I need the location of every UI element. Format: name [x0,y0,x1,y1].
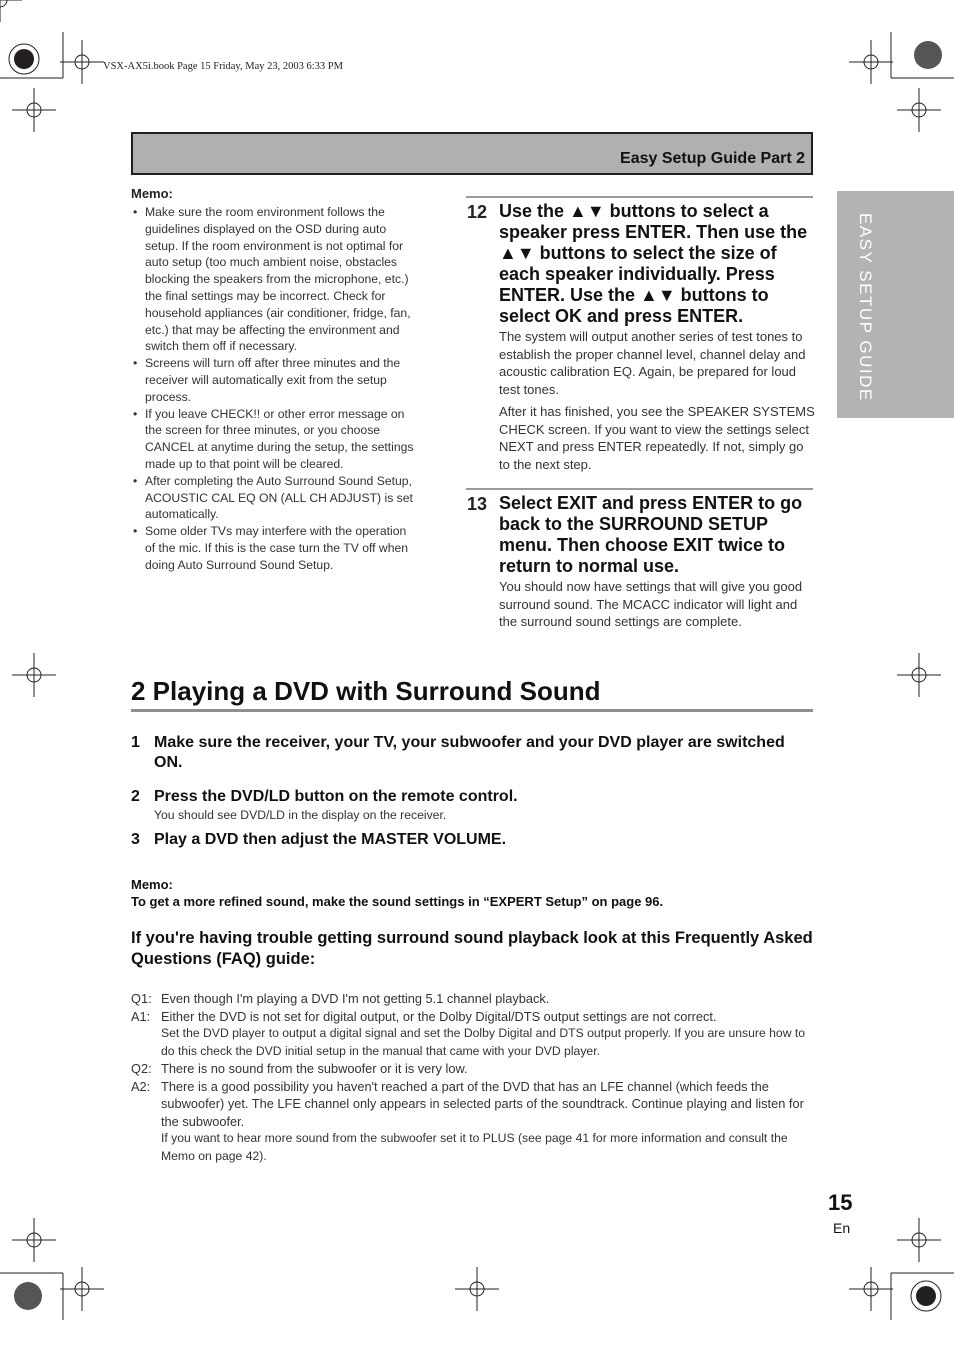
header-band [131,132,813,175]
step12-number: 12 [467,202,488,222]
list-item: • After completing the Auto Surround Sound Setup, ACOUSTIC CAL EQ ON (ALL CH ADJUST) is set automatically. [131,473,419,523]
faq-list [131,990,821,1165]
step12-para1: The system will output another series of test tones to establish the proper channel level, channel delay and acoustic calibration EQ. Again, be prepared for loud test tones. [499,329,806,398]
list-item: • Screens will turn off after three minutes and the receiver will automatically exit from the setup process. [131,355,419,405]
page-number: 15 [828,1190,853,1215]
faq-label: A2: [131,1078,151,1094]
list-item [131,830,811,850]
step-text: Play a DVD then adjust the MASTER VOLUME. [154,831,507,848]
step12-heading: Use the ▲▼ buttons to select a speaker press ENTER. Then use the ▲▼ buttons to select the size of each speaker individually. Press ENTER. Use the ▲▼ buttons to select OK and press ENTER. [499,201,808,326]
print-info-line: VSX-AX5i.book Page 15 Friday, May 23, 2003 6:33 PM [103,61,343,72]
step12-block [499,201,815,474]
faq-item [131,1008,821,1061]
step-number: 1 [131,734,140,751]
list-item: • Make sure the room environment follows the guidelines displayed on the OSD during auto setup. If the room environment is not optimal for auto setup (too much ambient noise, obstacles blocking the speakers from the microphone, etc.) the final settings may be incorrect. Check for household appliances (air conditioner, fridge, fan, etc.) that may be affecting the environment and switch them off if necessary. [131,204,419,355]
faq-text: There is no sound from the subwoofer or it is very low. [161,1061,468,1076]
memo-label: Memo: [131,186,173,201]
side-tab-label: EASY SETUP GUIDE [856,213,875,402]
faq-text: Even though I'm playing a DVD I'm not getting 5.1 channel playback. [161,991,550,1006]
faq-subtext: If you want to hear more sound from the subwoofer set it to PLUS (see page 41 for more information and consult the Memo on page 42). [161,1131,788,1163]
step-note: You should see DVD/LD in the display on the receiver. [154,808,447,822]
step13-para1: You should now have settings that will give you good surround sound. The MCACC indicator will light and the surround sound settings are complete. [499,579,803,630]
faq-item [131,1060,821,1078]
step13-rule [466,488,813,490]
list-item: • If you leave CHECK!! or other error message on the screen for three minutes, or you choose CANCEL at anytime during the setup, the settings made up to that point will be cleared. [131,406,419,473]
faq-text: There is a good possibility you haven't reached a part of the DVD that has an LFE channel (which feeds the subwoofer) yet. The LFE channel only appears in selected parts of the soundtrack. Continue playing and listen for the subwoofer. [161,1078,804,1129]
faq-label: Q2: [131,1061,152,1076]
step12-para2: After it has finished, you see the SPEAKER SYSTEMS CHECK screen. If you want to view the settings select NEXT and press ENTER repeatedly. If not, simply go to the next step. [499,403,815,472]
memo-label: Memo: [131,877,173,892]
side-tab [837,191,954,418]
memo-text: To get a more refined sound, make the sound settings in “EXPERT Setup” on page 96. [131,894,664,909]
section-title-rule [131,709,813,712]
list-item [131,787,811,823]
faq-heading: If you're having trouble getting surround sound playback look at this Frequently Asked Questions (FAQ) guide: [131,929,813,968]
list-item: • Some older TVs may interfere with the operation of the mic. If this is the case turn the TV off when doing Auto Surround Sound Setup. [131,523,419,573]
faq-subtext: Set the DVD player to output a digital signal and set the Dolby Digital and DTS output properly. If you are unsure how to do this check the DVD initial setup in the manual that came with your DVD player. [161,1026,806,1058]
memo-block [131,876,821,910]
language-code: En [833,1220,851,1236]
step12-rule [466,196,813,198]
faq-text: Either the DVD is not set for digital output, or the Dolby Digital/DTS output settings are not correct. [161,1008,717,1024]
step-number: 2 [131,788,140,805]
step13-number: 13 [467,494,488,514]
step-text: Make sure the receiver, your TV, your subwoofer and your DVD player are switched ON. [154,734,785,771]
list-item [131,733,811,773]
step13-block [499,493,815,631]
faq-item [131,990,821,1008]
step13-heading: Select EXIT and press ENTER to go back to the SURROUND SETUP menu. Then choose EXIT twice to return to normal use. [499,493,803,576]
faq-label: A1: [131,1008,151,1024]
faq-label: Q1: [131,991,152,1006]
step-text: Press the DVD/LD button on the remote control. [154,788,518,805]
step-number: 3 [131,831,140,848]
memo-list [131,204,419,574]
header-title: Easy Setup Guide Part 2 [620,150,805,167]
faq-item [131,1078,821,1166]
section-title: 2 Playing a DVD with Surround Sound [131,676,601,706]
